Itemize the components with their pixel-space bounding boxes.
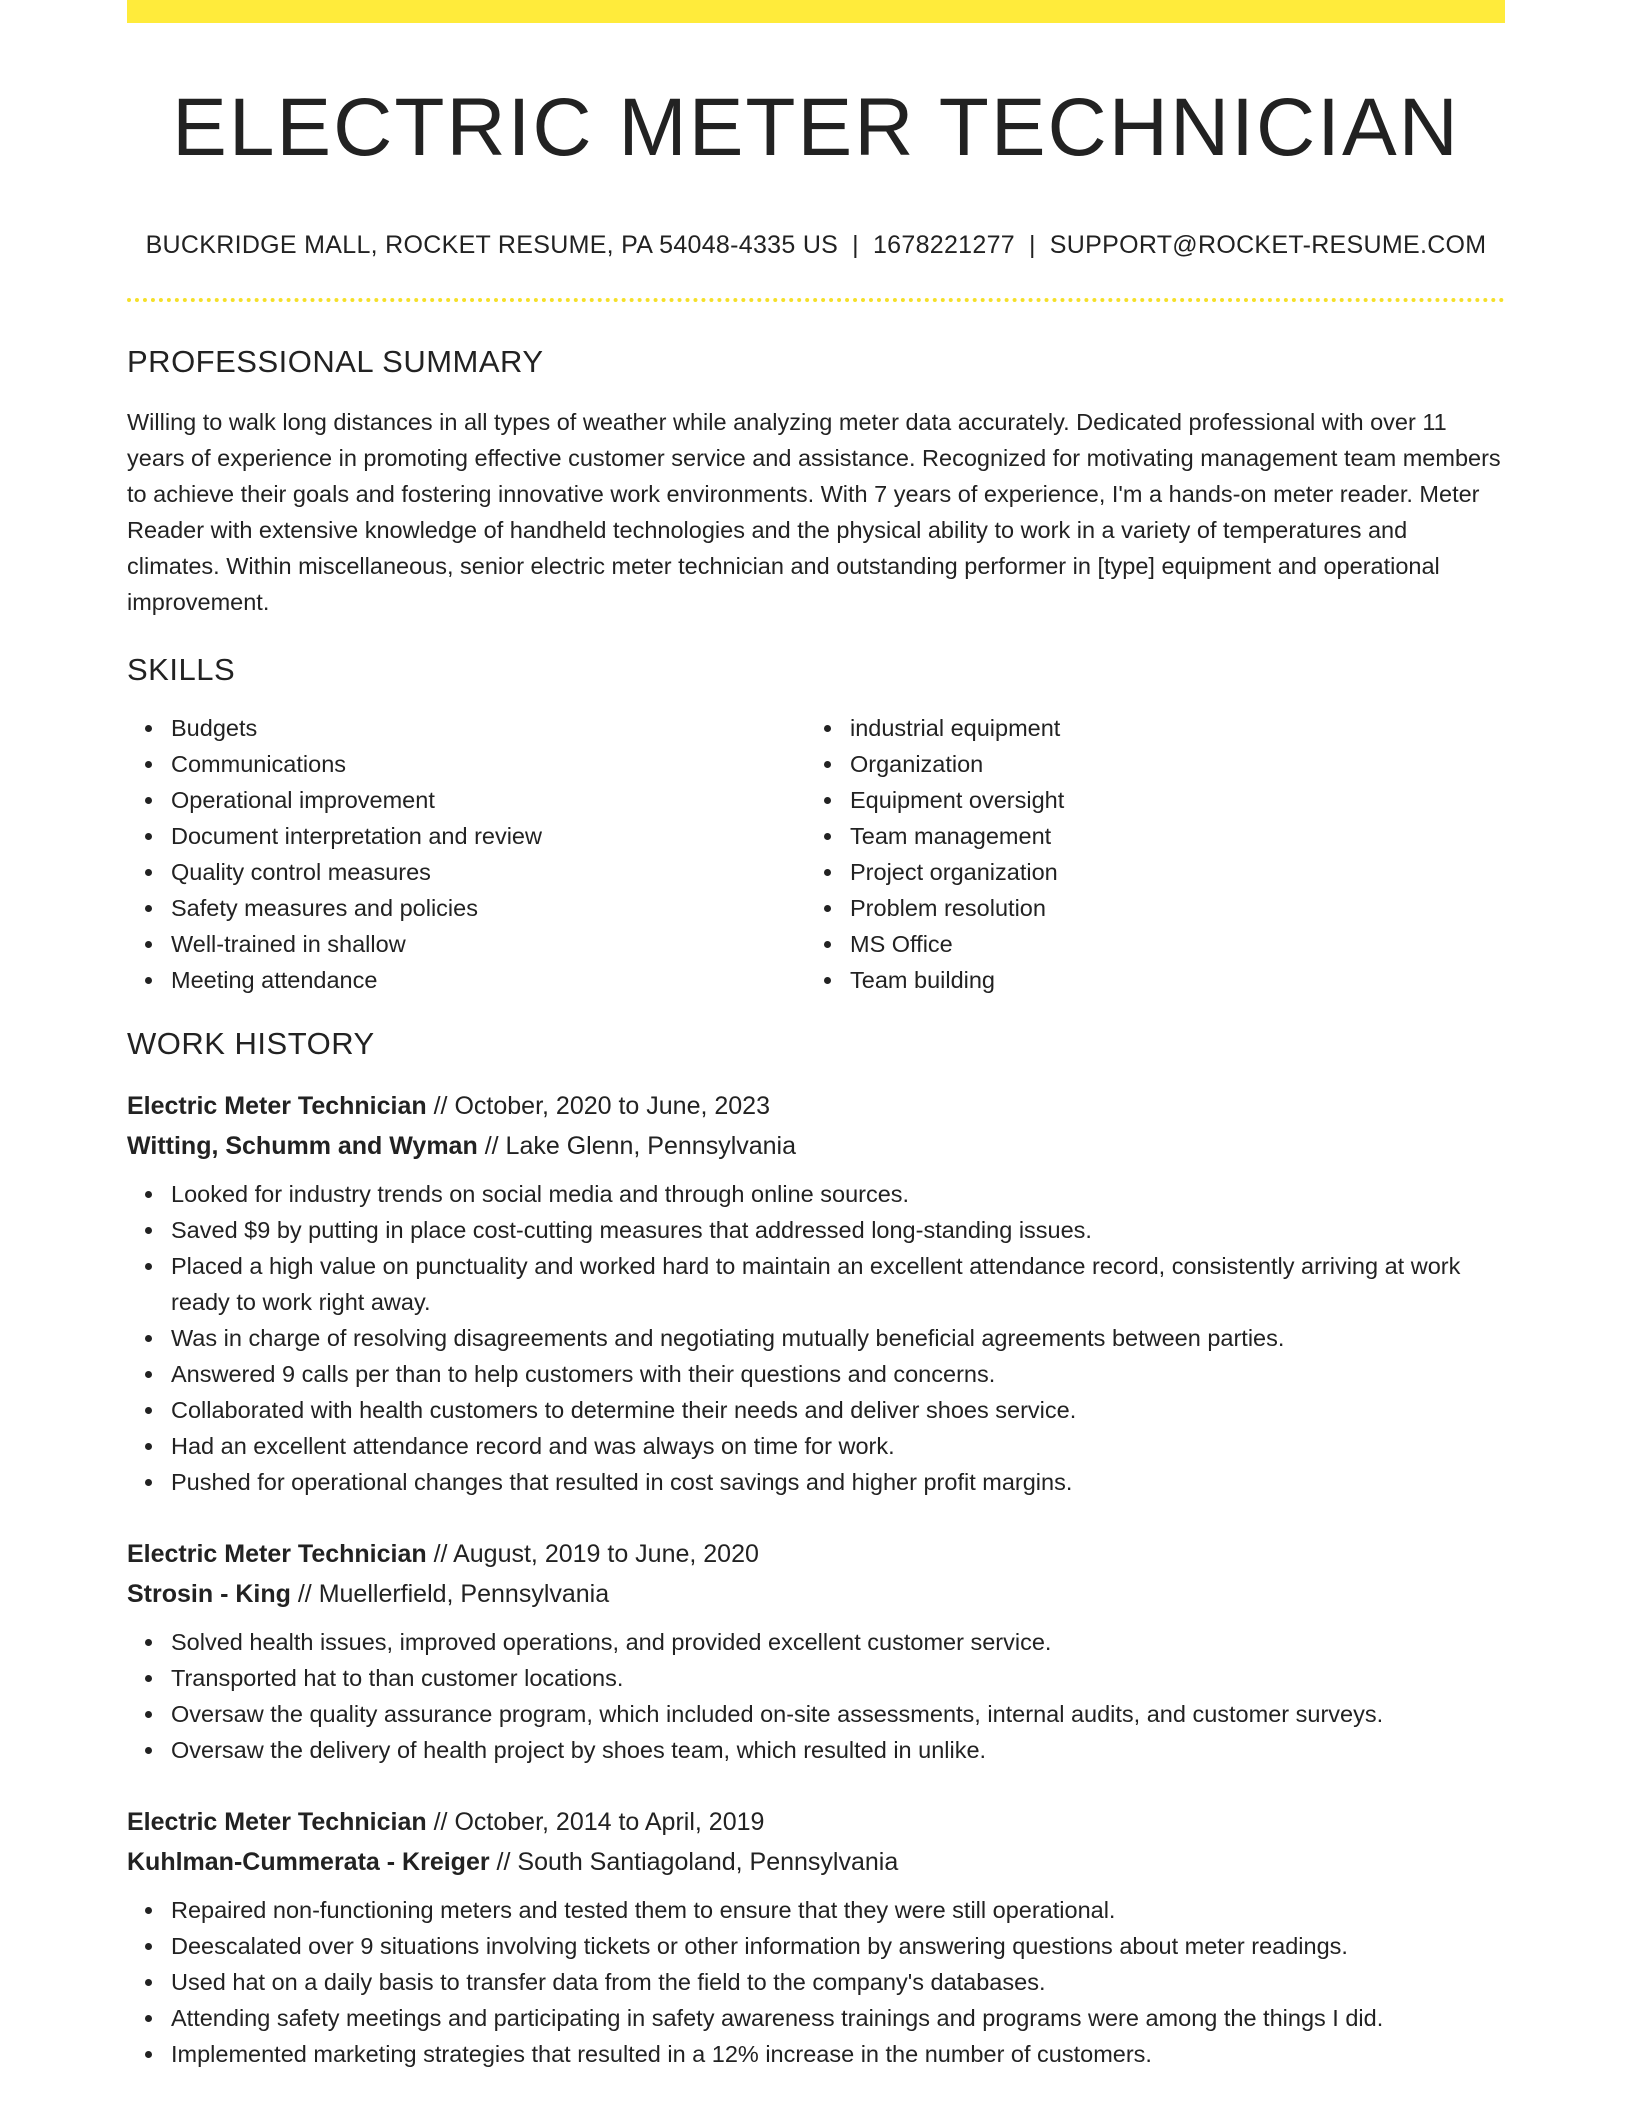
job-company-line xyxy=(127,1574,1505,1614)
date-separator: // xyxy=(433,1092,448,1121)
job-role-line xyxy=(127,1086,1505,1126)
job-dates: August, 2019 to June, 2020 xyxy=(453,1540,759,1569)
date-separator: // xyxy=(297,1580,312,1609)
job-location: Muellerfield, Pennsylvania xyxy=(318,1580,610,1609)
date-separator: // xyxy=(433,1540,448,1569)
job-bullets xyxy=(127,1892,1505,2072)
job-entry xyxy=(127,1086,1505,1500)
job-bullet: Pushed for operational changes that resulted in cost savings and higher profit margins. xyxy=(171,1464,1505,1500)
skill-item: Document interpretation and review xyxy=(171,818,806,854)
job-bullet: Transported hat to than customer locations. xyxy=(171,1660,1505,1696)
job-bullet: Looked for industry trends on social media and through online sources. xyxy=(171,1176,1505,1212)
skill-item: Project organization xyxy=(850,854,1485,890)
job-company-line xyxy=(127,1842,1505,1882)
job-company: Witting, Schumm and Wyman xyxy=(127,1132,478,1161)
job-bullet: Attending safety meetings and participating in safety awareness trainings and programs were among the things I did. xyxy=(171,2000,1505,2036)
skill-item: Meeting attendance xyxy=(171,962,806,998)
job-bullet: Answered 9 calls per than to help customers with their questions and concerns. xyxy=(171,1356,1505,1392)
section-title-work-history: WORK HISTORY xyxy=(127,1026,375,1062)
contact-separator: | xyxy=(1029,231,1036,260)
job-company: Strosin - King xyxy=(127,1580,291,1609)
job-bullet: Collaborated with health customers to determine their needs and deliver shoes service. xyxy=(171,1392,1505,1428)
skill-item: Organization xyxy=(850,746,1485,782)
dotted-divider xyxy=(127,298,1505,302)
date-separator: // xyxy=(484,1132,499,1161)
job-location: South Santiagoland, Pennsylvania xyxy=(517,1848,899,1877)
skill-item: Equipment oversight xyxy=(850,782,1485,818)
job-bullet: Implemented marketing strategies that resulted in a 12% increase in the number of customers. xyxy=(171,2036,1505,2072)
accent-bar xyxy=(127,0,1505,23)
job-bullets xyxy=(127,1176,1505,1500)
date-separator: // xyxy=(496,1848,511,1877)
skills-column-left xyxy=(127,710,806,998)
job-bullet: Repaired non-functioning meters and tested them to ensure that they were still operational. xyxy=(171,1892,1505,1928)
skill-item: Team management xyxy=(850,818,1485,854)
job-role: Electric Meter Technician xyxy=(127,1540,427,1569)
job-dates: October, 2014 to April, 2019 xyxy=(454,1808,765,1837)
job-role: Electric Meter Technician xyxy=(127,1092,427,1121)
job-bullet: Saved $9 by putting in place cost-cutting measures that addressed long-standing issues. xyxy=(171,1212,1505,1248)
skill-item: Well-trained in shallow xyxy=(171,926,806,962)
section-title-skills: SKILLS xyxy=(127,652,236,688)
skill-item: Problem resolution xyxy=(850,890,1485,926)
job-bullet: Had an excellent attendance record and was always on time for work. xyxy=(171,1428,1505,1464)
job-bullets xyxy=(127,1624,1505,1768)
phone[interactable]: 1678221277 xyxy=(872,231,1015,260)
skill-item: Team building xyxy=(850,962,1485,998)
candidate-name: ELECTRIC METER TECHNICIAN xyxy=(172,82,1460,173)
job-role-line xyxy=(127,1802,1505,1842)
summary-text: Willing to walk long distances in all types of weather while analyzing meter data accurately. Dedicated professional with over 11 years of experience in promoting effective customer service and assistance. Recognized for motivating management team members to achieve their goals and fostering innovative work environments. With 7 years of experience, I'm a hands-on meter reader. Meter Reader with extensive knowledge of handheld technologies and the physical ability to work in a variety of temperatures and climates. Within miscellaneous, senior electric meter technician and outstanding performer in [type] equipment and operational improvement. xyxy=(127,409,1501,616)
contact-separator: | xyxy=(852,231,859,260)
job-entry xyxy=(127,1534,1505,1768)
skills-column-right xyxy=(806,710,1485,998)
job-bullet: Deescalated over 9 situations involving tickets or other information by answering questions about meter readings. xyxy=(171,1928,1505,1964)
job-role-line xyxy=(127,1534,1505,1574)
job-dates: October, 2020 to June, 2023 xyxy=(454,1092,770,1121)
job-bullet: Oversaw the delivery of health project by shoes team, which resulted in unlike. xyxy=(171,1732,1505,1768)
skills-list xyxy=(127,710,1505,998)
contact-line xyxy=(127,231,1505,260)
email[interactable]: SUPPORT@ROCKET-RESUME.COM xyxy=(1049,231,1487,260)
skill-item: Communications xyxy=(171,746,806,782)
section-title-summary: PROFESSIONAL SUMMARY xyxy=(127,344,544,380)
skill-item: industrial equipment xyxy=(850,710,1485,746)
date-separator: // xyxy=(433,1808,448,1837)
resume-page xyxy=(127,0,1505,2072)
job-bullet: Used hat on a daily basis to transfer data from the field to the company's databases. xyxy=(171,1964,1505,2000)
skill-item: MS Office xyxy=(850,926,1485,962)
address: BUCKRIDGE MALL, ROCKET RESUME, PA 54048-4335 US xyxy=(145,231,839,260)
job-bullet: Was in charge of resolving disagreements and negotiating mutually beneficial agreements between parties. xyxy=(171,1320,1505,1356)
job-bullet: Solved health issues, improved operations, and provided excellent customer service. xyxy=(171,1624,1505,1660)
skill-item: Budgets xyxy=(171,710,806,746)
job-role: Electric Meter Technician xyxy=(127,1808,427,1837)
job-entry xyxy=(127,1802,1505,2072)
skill-item: Safety measures and policies xyxy=(171,890,806,926)
job-company: Kuhlman-Cummerata - Kreiger xyxy=(127,1848,490,1877)
skill-item: Quality control measures xyxy=(171,854,806,890)
job-bullet: Placed a high value on punctuality and worked hard to maintain an excellent attendance record, consistently arriving at work ready to work right away. xyxy=(171,1248,1505,1320)
skill-item: Operational improvement xyxy=(171,782,806,818)
job-company-line xyxy=(127,1126,1505,1166)
job-location: Lake Glenn, Pennsylvania xyxy=(505,1132,797,1161)
job-bullet: Oversaw the quality assurance program, which included on-site assessments, internal audits, and customer surveys. xyxy=(171,1696,1505,1732)
